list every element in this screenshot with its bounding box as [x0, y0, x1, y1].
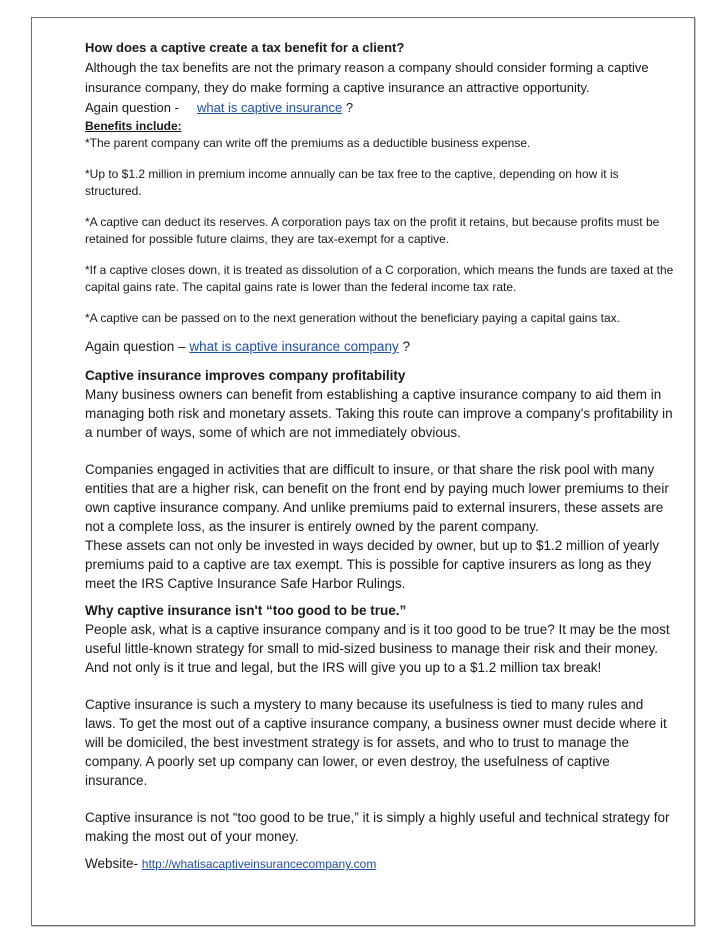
captive-insurance-link[interactable]: what is captive insurance: [196, 100, 343, 115]
again-question-2-prefix: Again question –: [85, 339, 190, 354]
again-question-2: [85, 337, 675, 356]
spacer: [85, 677, 675, 695]
section2-paragraph: Companies engaged in activities that are difficult to insure, or that share the risk pool with many entities that are a higher risk, can benefit on the front end by paying much lower premiums to their own captive insurance company. And unlike premiums paid to external insurers, these assets are not a complete loss, as the insurer is entirely owned by the parent company.: [85, 462, 669, 534]
website-label: Website-: [85, 856, 142, 871]
benefit-item: *A captive can be passed on to the next generation without the beneficiary paying a capital gains tax.: [85, 311, 621, 325]
spacer: [85, 248, 675, 262]
benefit-item: *The parent company can write off the premiums as a deductible business expense.: [85, 136, 531, 150]
spacer: [85, 593, 675, 601]
section3-paragraph: Captive insurance is not “too good to be true,” it is simply a highly useful and technical strategy for making the most out of your money.: [85, 810, 670, 844]
spacer: [85, 442, 675, 460]
section3-paragraph: Captive insurance is such a mystery to many because its usefulness is tied to many rules and laws. To get the most out of a captive insurance company, a business owner must decide where it will be domiciled, the best investment strategy is for assets, and who to trust to manage the company. A poorly set up company can lower, or even destroy, the usefulness of captive insurance.: [85, 697, 667, 788]
section3-heading: Why captive insurance isn't “too good to be true.”: [85, 603, 407, 618]
spacer: [85, 356, 675, 366]
document-body: [85, 38, 675, 874]
again-question-1-suffix: ?: [342, 100, 354, 115]
spacer: [85, 327, 675, 337]
section2-heading: Captive insurance improves company profitability: [85, 368, 406, 383]
spacer: [85, 152, 675, 166]
spacer: [85, 296, 675, 310]
benefit-item: *Up to $1.2 million in premium income annually can be tax free to the captive, depending on how it is structured.: [85, 167, 619, 198]
spacer: [85, 790, 675, 808]
spacer: [85, 846, 675, 854]
benefits-label: Benefits include:: [85, 119, 182, 133]
benefit-item: *If a captive closes down, it is treated as dissolution of a C corporation, which means the funds are taxed at the capital gains rate. The capital gains rate is lower than the federal income tax rate.: [85, 263, 674, 294]
again-question-2-suffix: ?: [398, 339, 410, 354]
spacer: [85, 200, 675, 214]
section1-intro: Although the tax benefits are not the primary reason a company should consider forming a captive insurance company, they do make forming a captive insurance an attractive opportunity.: [85, 60, 649, 95]
captive-insurance-company-link[interactable]: what is captive insurance company: [189, 339, 399, 354]
again-question-1-prefix: Again question -: [85, 100, 179, 115]
benefit-item: *A captive can deduct its reserves. A corporation pays tax on the profit it retains, but because profits must be retained for possible future claims, they are tax-exempt for a captive.: [85, 215, 660, 246]
website-line: [85, 854, 675, 874]
section3-paragraph: People ask, what is a captive insurance company and is it too good to be true? It may be the most useful little-known strategy for small to mid-sized business to manage their risk and their money. And not only is it true and legal, but the IRS will give you up to a $1.2 million tax break!: [85, 622, 670, 675]
section2-paragraph: These assets can not only be invested in ways decided by owner, but up to $1.2 million of yearly premiums paid to a captive are tax exempt. This is possible for captive insurers as long as they meet the IRS Captive Insurance Safe Harbor Rulings.: [85, 538, 660, 591]
website-url-link[interactable]: http://whatisacaptiveinsurancecompany.com: [141, 857, 377, 871]
section1-heading: How does a captive create a tax benefit for a client?: [85, 40, 405, 55]
again-question-1: [85, 98, 675, 118]
section2-paragraph: Many business owners can benefit from establishing a captive insurance company to aid them in managing both risk and monetary assets. Taking this route can improve a company's profitability in a number of ways, some of which are not immediately obvious.: [85, 387, 673, 440]
